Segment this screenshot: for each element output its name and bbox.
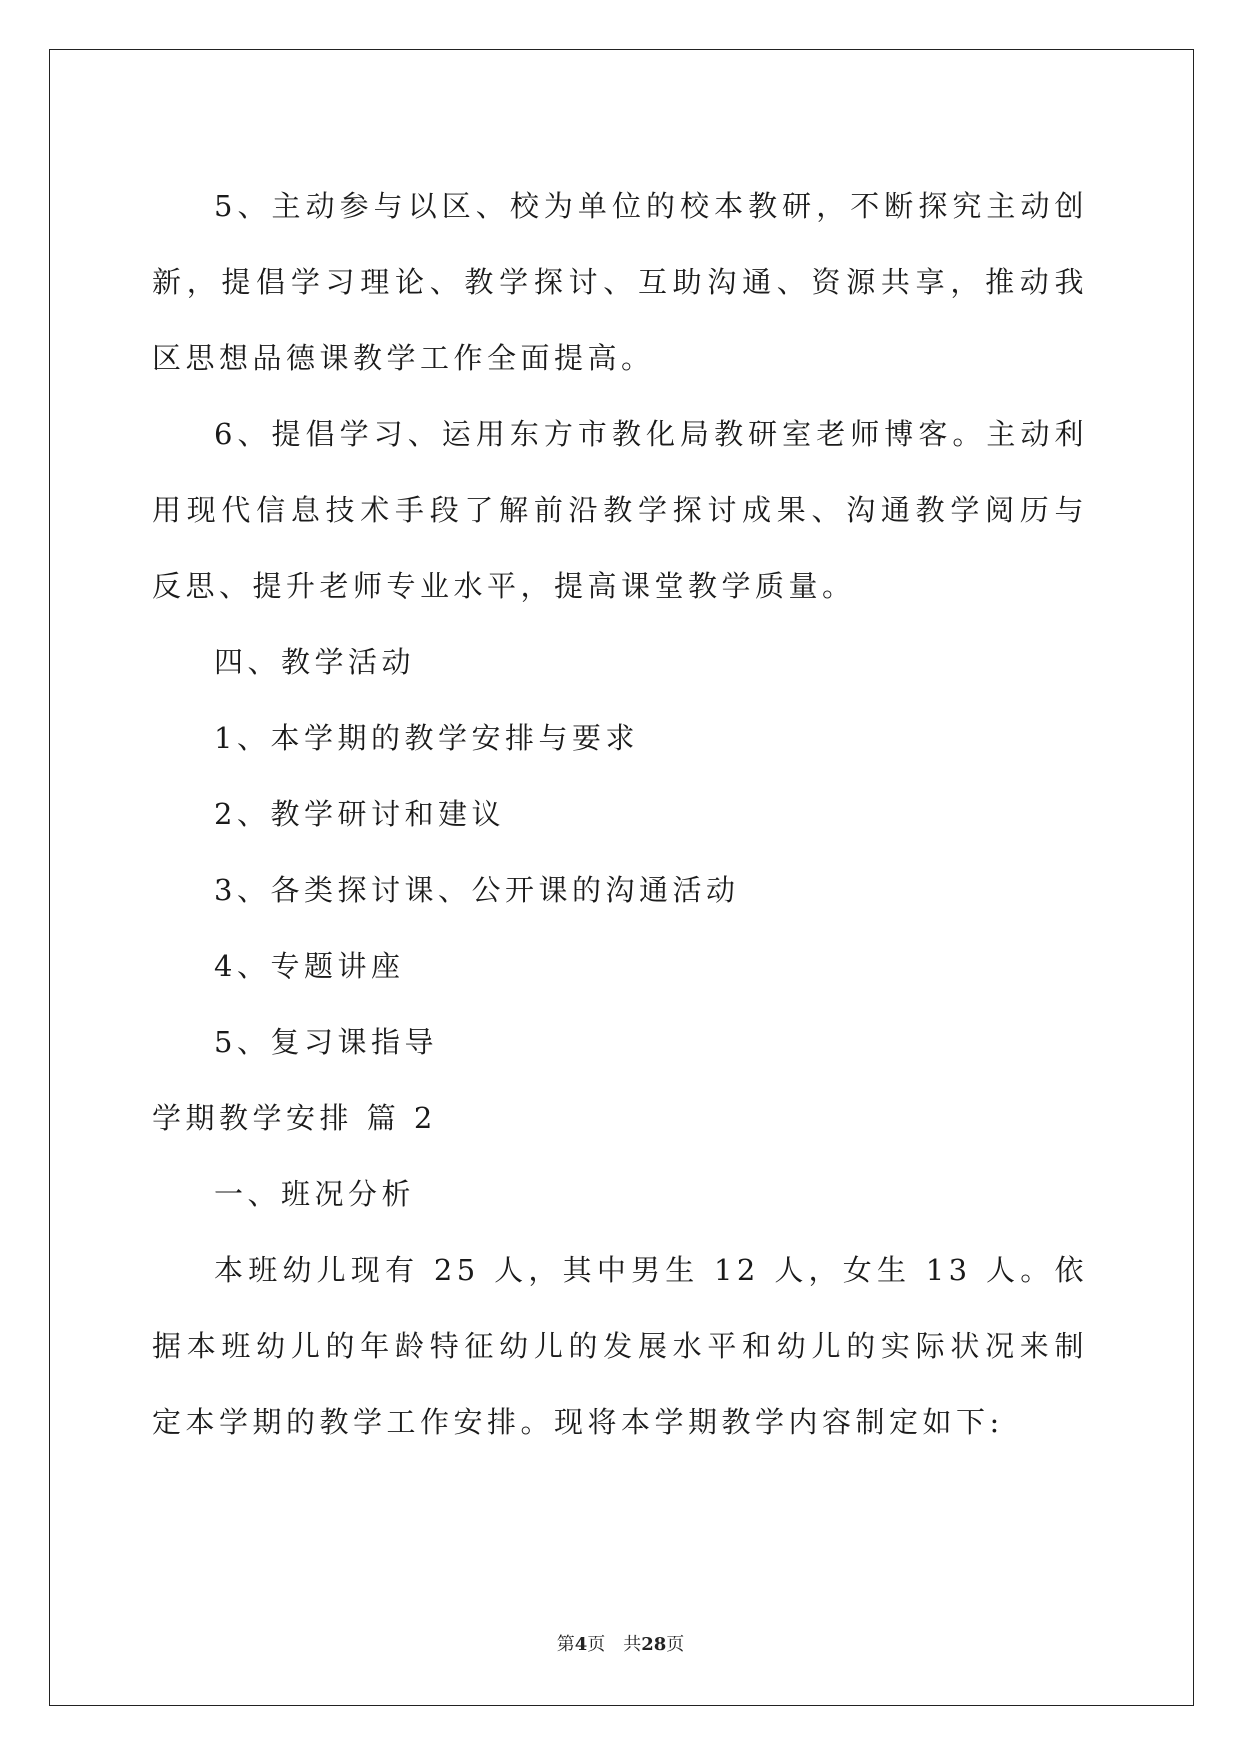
paragraph-class-analysis: 本班幼儿现有 25 人，其中男生 12 人，女生 13 人。依据本班幼儿的年龄特征幼儿的发展水平和幼儿的实际状况来制定本学期的教学工作安排。现将本学期教学内容制定如下: — [152, 1253, 1088, 1439]
total-pages: 28 — [641, 1634, 667, 1655]
list-item: 1、本学期的教学安排与要求 — [214, 721, 639, 755]
document-body — [152, 168, 1088, 1460]
footer-prefix: 第 — [556, 1634, 575, 1655]
section-heading-teaching-activities: 四、教学活动 — [214, 645, 416, 679]
footer-total-suffix: 页 — [666, 1634, 685, 1655]
paragraph-item-5: 5、主动参与以区、校为单位的校本教研，不断探究主动创新，提倡学习理论、教学探讨、互助沟通、资源共享，推动我区思想品德课教学工作全面提高。 — [152, 189, 1088, 375]
footer-total-prefix: 共 — [623, 1634, 642, 1655]
chapter-title: 学期教学安排 篇 2 — [152, 1101, 437, 1135]
footer-page-suffix: 页 — [587, 1634, 606, 1655]
page-footer — [0, 1630, 1241, 1656]
list-item: 2、教学研讨和建议 — [214, 797, 505, 831]
list-item: 4、专题讲座 — [214, 949, 405, 983]
paragraph-item-6: 6、提倡学习、运用东方市教化局教研室老师博客。主动利用现代信息技术手段了解前沿教学探讨成果、沟通教学阅历与反思、提升老师专业水平，提高课堂教学质量。 — [152, 417, 1088, 603]
list-item: 5、复习课指导 — [214, 1025, 438, 1059]
list-item: 3、各类探讨课、公开课的沟通活动 — [214, 873, 740, 907]
section-heading-class-analysis: 一、班况分析 — [214, 1177, 416, 1211]
page-number: 4 — [574, 1634, 588, 1655]
